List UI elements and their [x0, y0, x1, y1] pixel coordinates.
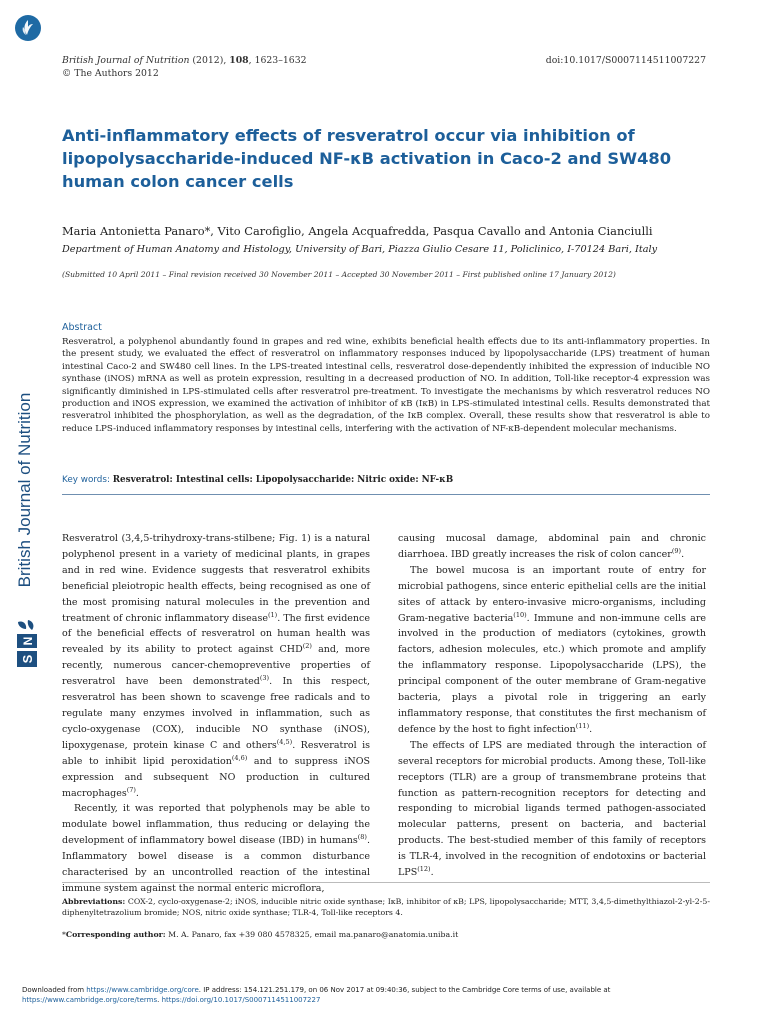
- cambridge-core-link[interactable]: https://www.cambridge.org/core: [86, 986, 199, 994]
- body-text: Resveratrol (3,4,5-trihydroxy-trans-stilbene; Fig. 1) is a natural polyphenol present in a variety of medicinal plants, in grapes and in red wine. Evidence suggests that resveratrol exhibits beneficial pleiotropic health effects, being recognised as one of the most promising natural molecules in the prevention and treatment of chronic inflammatory disease: [62, 533, 370, 624]
- citation-year: (2012),: [189, 55, 230, 66]
- body-text: .: [135, 787, 139, 799]
- body-text: .: [589, 723, 593, 735]
- citation-ref: (7): [126, 785, 136, 794]
- body-text: and, more recently, numerous cancer-chemopreventive properties of resveratrol have been demonstrated: [62, 644, 370, 688]
- body-text: . Inflammatory bowel disease is a common disturbance characterised by an uncontrolled reaction of the intestinal immune system against the normal enteric microflora,: [62, 835, 370, 894]
- body-paragraph: [398, 563, 706, 738]
- ns-logo-icon: [14, 618, 40, 670]
- body-text: . Immune and non-immune cells are involved in the production of mediators (cytokines, growth factors, adhesion molecules, etc.) which promote and amplify the inflammatory response. Lipopolysaccharide (LPS), the principal component of the outer membrane of Gram-negative bacteria, plays a pivotal role in triggering an early inflammatory response, that constitutes the first mechanism of defence by the host to fight infection: [398, 612, 706, 735]
- citation-ref: (3): [259, 674, 270, 682]
- citation-ref: (2): [302, 642, 312, 651]
- abbreviations: [62, 896, 710, 918]
- affiliation: Department of Human Anatomy and Histology, University of Bari, Piazza Giulio Cesare 11, Policlinico, I-70124 Bari, Italy: [62, 244, 658, 255]
- body-column-right: [398, 531, 706, 881]
- citation-ref: (4,5): [276, 737, 293, 746]
- abstract-heading: Abstract: [62, 322, 102, 333]
- citation-pages: , 1623–1632: [248, 55, 307, 66]
- doi-link[interactable]: https://doi.org/10.1017/S0007114511007227: [161, 996, 321, 1004]
- download-sep: .: [157, 996, 162, 1004]
- body-paragraph: [398, 531, 706, 563]
- article-title: Anti-inflammatory effects of resveratrol occur via inhibition of lipopolysaccharide-induced NF-κB activation in Caco-2 and SW480 human colon cancer cells: [62, 126, 672, 191]
- body-text: .: [681, 548, 685, 560]
- side-journal-label: [12, 370, 38, 610]
- body-text: Recently, it was reported that polyphenols may be able to modulate bowel inflammation, thus reducing or delaying the development of inflammatory bowel disease (IBD) in humans: [62, 803, 370, 847]
- keywords-value: Resveratrol: Intestinal cells: Lipopolysaccharide: Nitric oxide: NF-κB: [112, 475, 454, 485]
- citation-ref: (1): [267, 610, 278, 619]
- download-notice: [22, 985, 742, 1005]
- body-text: . Resveratrol is able to inhibit lipid peroxidation: [62, 739, 371, 767]
- citation-ref: (8): [357, 833, 367, 842]
- body-text: The bowel mucosa is an important route of entry for microbial pathogens, since enteric epithelial cells are the initial sites of attack by entero-invasive micro-organisms, including Gram-negative bacteria: [398, 564, 706, 624]
- citation-ref: (12): [417, 864, 431, 873]
- body-text: causing mucosal damage, abdominal pain and chronic diarrhoea. IBD greatly increases the risk of colon cancer: [398, 533, 706, 560]
- body-text: The effects of LPS are mediated through the interaction of several receptors for microbial products. Among these, Toll-like receptors (TLR) are a group of transmembrane proteins that function as pattern-recognition receptors for detecting and responding to microbial ligands termed pathogen-associated molecular patterns, present on bacteria, and bacterial products. The best-studied member of this family of receptors is TLR-4, involved in the recognition of endotoxins or bacterial LPS: [398, 739, 706, 879]
- journal-citation: [62, 55, 307, 67]
- citation-volume: 108: [229, 55, 249, 66]
- corresponding-star: *: [62, 930, 66, 939]
- doi: doi:10.1017/S0007114511007227: [545, 55, 706, 66]
- body-paragraph: [398, 738, 706, 881]
- body-paragraph: [62, 531, 370, 801]
- citation-ref: (11): [575, 721, 590, 730]
- submission-dates: (Submitted 10 April 2011 – Final revision received 30 November 2011 – Accepted 30 November 2011 – First published online 17 January 2012): [62, 270, 616, 279]
- svg-text:S: S: [20, 654, 35, 664]
- corresponding-text: M. A. Panaro, fax +39 080 4578325, email ma.panaro@anatomia.uniba.it: [165, 930, 459, 939]
- body-text: and to suppress iNOS expression and subsequent NO production in cultured macrophages: [62, 755, 370, 799]
- keywords-label: Key words:: [62, 475, 113, 485]
- author-list: Maria Antonietta Panaro*, Vito Carofiglio, Angela Acquafredda, Pasqua Cavallo and Antonia Cianciulli: [62, 224, 653, 238]
- abbreviations-label: Abbreviations:: [62, 897, 126, 906]
- journal-name: British Journal of Nutrition: [62, 55, 190, 66]
- cambridge-terms-link[interactable]: https://www.cambridge.org/core/terms: [22, 996, 158, 1004]
- citation-ref: (10): [513, 610, 527, 619]
- download-prefix: Downloaded from: [22, 986, 87, 994]
- footnote-divider: [62, 882, 710, 883]
- abstract-text: Resveratrol, a polyphenol abundantly found in grapes and red wine, exhibits beneficial health effects due to its anti-inflammatory properties. In the present study, we evaluated the effect of resveratrol on inflammatory responses induced by lipopolysaccharide (LPS) treatment of human intestinal Caco-2 and SW480 cell lines. In the LPS-treated intestinal cells, resveratrol dose-dependently inhibited the expression of inducible NO synthase (iNOS) mRNA as well as protein expression, resulting in a decreased production of NO. In addition, Toll-like receptor-4 expression was significantly diminished in LPS-stimulated cells after resveratrol pre-treatment. To investigate the mechanisms by which resveratrol reduces NO production and iNOS expression, we examined the activation of inhibitor of κB (IκB) in LPS-stimulated intestinal cells. Results demonstrated that resveratrol inhibited the phosphorylation, as well as the degradation, of the IκB complex. Overall, these results show that resveratrol is able to reduce LPS-induced inflammatory responses by intestinal cells, interfering with the activation of NF-κB-dependent molecular mechanisms.: [62, 337, 710, 434]
- citation-ref: (9): [671, 546, 682, 555]
- body-column-left: [62, 531, 370, 897]
- citation-ref: (4,6): [231, 753, 248, 762]
- corresponding-label: Corresponding author:: [65, 930, 166, 939]
- svg-text:N: N: [21, 636, 35, 646]
- corresponding-author: [62, 929, 458, 940]
- download-mid: . IP address: 154.121.251.179, on 06 Nov 2017 at 09:40:36, subject to the Cambridge Core terms of use, available at: [198, 986, 611, 994]
- copyright: © The Authors 2012: [62, 68, 159, 79]
- keywords-divider: [62, 494, 710, 495]
- body-text: . The first evidence of the beneficial effects of resveratrol on human health was revealed by its ability to protect against CHD: [62, 612, 370, 656]
- journal-logo-icon: [15, 15, 41, 41]
- side-journal-text: British Journal of Nutrition: [15, 392, 34, 588]
- abbreviations-text: COX-2, cyclo-oxygenase-2; iNOS, inducible nitric oxide synthase; IκB, inhibitor of κB; LPS, lipopolysaccharide; MTT, 3,4,5-dimethylthiazol-2-yl-2-5-diphenyltetrazolium bromide; NOS, nitric oxide synthase; TLR-4, Toll-like receptors 4.: [62, 897, 710, 917]
- body-text: . In this respect, resveratrol has been shown to scavenge free radicals and to regulate many enzymes involved in inflammation, such as cyclo-oxygenase (COX), inducible NO synthase (iNOS), lipoxygenase, protein kinase C and others: [62, 676, 371, 751]
- keywords: [62, 475, 453, 485]
- body-text: .: [430, 867, 434, 879]
